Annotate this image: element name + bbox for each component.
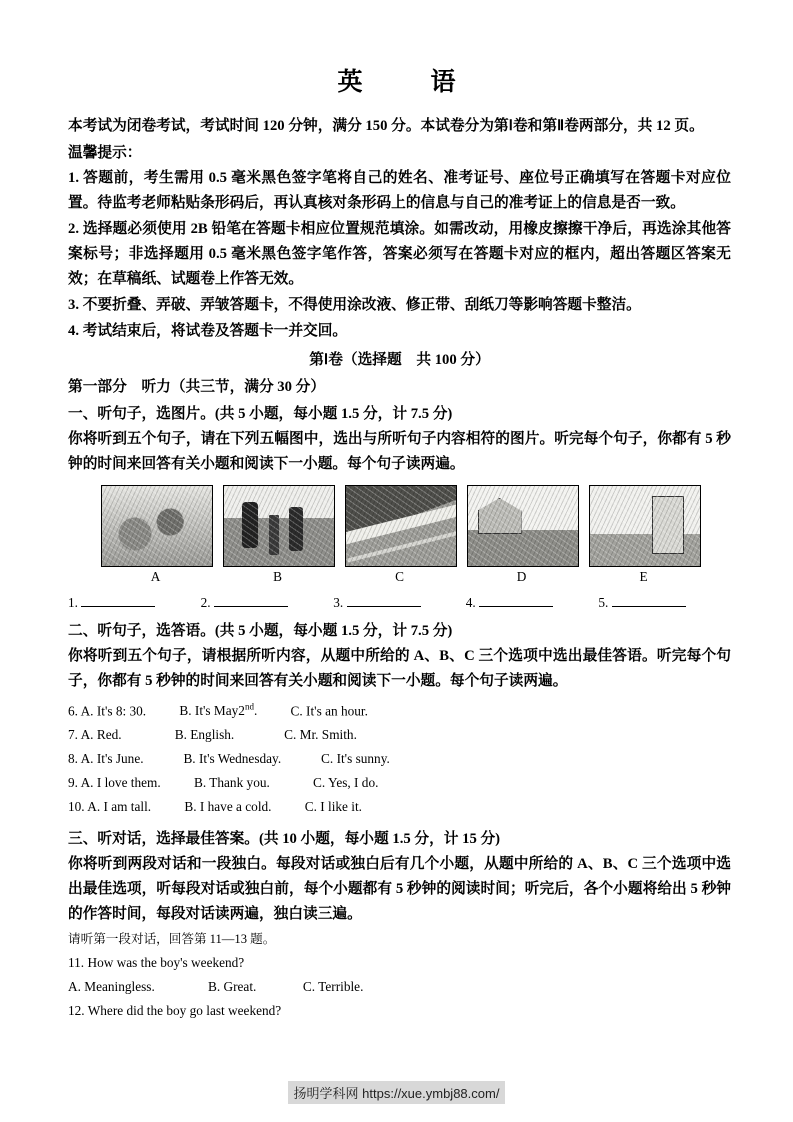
tip-item-2: 2. 选择题必须使用 2B 铅笔在答题卡相应位置规范填涂。如需改动，用橡皮擦擦干净后，再选涂其他答案标号；非选择题用 0.5 毫米黑色签字笔作答，答案必须写在答题卡对应的框内，超出答题区答案无效；在草稿纸、试题卷上作答无效。 <box>68 221 731 287</box>
q6-option-a[interactable]: A. It's 8: 30. <box>80 703 147 719</box>
tip-item-4: 4. 考试结束后，将试卷及答题卡一并交回。 <box>68 323 348 339</box>
picture-image-b <box>223 485 335 567</box>
answer-number-2: 2. <box>200 595 211 610</box>
section-3-sub-instruction: 请听第一段对话，回答第 11—13 题。 <box>68 932 276 947</box>
q7-number: 7. <box>68 727 78 743</box>
part-one-heading: 第一部分 听力（共三节，满分 30 分） <box>68 379 326 395</box>
q10-option-a[interactable]: A. I am tall. <box>87 799 152 815</box>
q6-option-b[interactable]: B. It's May2nd. <box>179 702 258 719</box>
question-11-stem <box>68 951 731 975</box>
answer-blanks-row <box>68 593 731 611</box>
section-1-heading: 一、听句子，选图片。(共 5 小题，每小题 1.5 分，计 7.5 分) <box>68 406 453 422</box>
q6-option-b-sup: nd <box>244 702 254 712</box>
blank-line[interactable] <box>612 593 686 607</box>
question-12-stem <box>68 999 731 1023</box>
question-8 <box>68 747 731 771</box>
picture-image-e <box>589 485 701 567</box>
q8-option-a[interactable]: A. It's June. <box>80 751 144 767</box>
q10-option-c[interactable]: C. I like it. <box>304 799 362 815</box>
q8-option-b[interactable]: B. It's Wednesday. <box>183 751 282 767</box>
question-10 <box>68 795 731 819</box>
answer-blank-5[interactable] <box>598 593 731 611</box>
q8-option-c[interactable]: C. It's sunny. <box>321 751 390 767</box>
picture-cell-e <box>589 485 699 587</box>
picture-image-a <box>101 485 213 567</box>
picture-image-d <box>467 485 579 567</box>
question-11-options <box>68 975 731 999</box>
answer-blank-1[interactable] <box>68 593 201 611</box>
blank-line[interactable] <box>479 593 553 607</box>
q12-number: 12. <box>68 1003 85 1019</box>
section-3-heading: 三、听对话，选择最佳答案。(共 10 小题，每小题 1.5 分，计 15 分) <box>68 831 501 848</box>
question-7 <box>68 723 731 747</box>
picture-cell-b <box>223 485 333 587</box>
section-1-instruction: 你将听到五个句子，请在下列五幅图中，选出与所听句子内容相符的图片。听完每个句子，你都有 5 秒钟的时间来回答有关小题和阅读下一小题。每个句子读两遍。 <box>68 431 731 472</box>
q11-text: How was the boy's weekend? <box>87 955 245 971</box>
page-title: 英 语 <box>337 69 462 96</box>
tip-item-3: 3. 不要折叠、弄破、弄皱答题卡，不得使用涂改液、修正带、刮纸刀等影响答题卡整洁。 <box>68 297 641 313</box>
q7-option-c[interactable]: C. Mr. Smith. <box>284 727 357 743</box>
blank-line[interactable] <box>214 593 288 607</box>
exam-intro: 本考试为闭卷考试，考试时间 120 分钟，满分 150 分。本试卷分为第Ⅰ卷和第Ⅱ卷两部分，共 12 页。 <box>68 118 704 134</box>
picture-cell-a <box>101 485 211 587</box>
q10-option-b[interactable]: B. I have a cold. <box>184 799 272 815</box>
paper-part-heading: 第Ⅰ卷（选择题 共 100 分） <box>309 352 490 368</box>
q12-text: Where did the boy go last weekend? <box>87 1003 282 1019</box>
picture-cell-d <box>467 485 577 587</box>
answer-blank-3[interactable] <box>333 593 466 611</box>
question-6 <box>68 695 731 723</box>
q10-number: 10. <box>68 799 85 815</box>
section-3-instruction: 你将听到两段对话和一段独白。每段对话或独白后有几个小题，从题中所给的 A、B、C 三个选项中选出最佳选项，听每段对话或独白前，每个小题都有 5 秒钟的阅读时间；听完后，各个小题将给出 5 秒钟的作答时间，每段对话读两遍，独白读三遍。 <box>68 856 731 923</box>
q7-option-b[interactable]: B. English. <box>174 727 235 743</box>
picture-label-b: B <box>273 569 282 584</box>
q8-number: 8. <box>68 751 78 767</box>
picture-row <box>68 485 731 587</box>
answer-blank-2[interactable] <box>201 593 334 611</box>
watermark-text: 扬明学科网 https://xue.ymbj88.com/ <box>288 1081 506 1104</box>
q11-option-b[interactable]: B. Great. <box>207 979 257 995</box>
q6-option-c[interactable]: C. It's an hour. <box>290 703 368 719</box>
answer-number-1: 1. <box>68 595 78 610</box>
answer-number-4: 4. <box>465 595 476 610</box>
q9-number: 9. <box>68 775 78 791</box>
blank-line[interactable] <box>347 593 421 607</box>
picture-label-c: C <box>395 569 404 584</box>
q7-option-a[interactable]: A. Red. <box>80 727 122 743</box>
question-9 <box>68 771 731 795</box>
section-2-heading: 二、听句子，选答语。(共 5 小题，每小题 1.5 分，计 7.5 分) <box>68 623 453 639</box>
picture-image-c <box>345 485 457 567</box>
tip-item-1: 1. 答题前，考生需用 0.5 毫米黑色签字笔将自己的姓名、准考证号、座位号正确填写在答题卡对应位置。待监考老师粘贴条形码后，再认真核对条形码上的信息与自己的准考证上的信息是否一致。 <box>68 170 731 211</box>
q9-option-c[interactable]: C. Yes, I do. <box>313 775 379 791</box>
blank-line[interactable] <box>81 593 155 607</box>
q9-option-a[interactable]: A. I love them. <box>80 775 161 791</box>
q6-number: 6. <box>68 703 78 719</box>
q11-option-a[interactable]: A. Meaningless. <box>68 979 155 995</box>
picture-label-e: E <box>639 569 648 584</box>
tips-heading: 温馨提示： <box>68 145 142 161</box>
q11-option-c[interactable]: C. Terrible. <box>302 979 364 995</box>
section-2-instruction: 你将听到五个句子，请根据所听内容，从题中所给的 A、B、C 三个选项中选出最佳答语。听完每个句子，你都有 5 秒钟的时间来回答有关小题和阅读下一小题。每个句子读两遍。 <box>68 648 731 689</box>
q9-option-b[interactable]: B. Thank you. <box>193 775 270 791</box>
picture-label-d: D <box>516 569 527 584</box>
answer-number-3: 3. <box>333 595 344 610</box>
picture-cell-c <box>345 485 455 587</box>
answer-number-5: 5. <box>598 595 609 610</box>
picture-label-a: A <box>150 569 161 584</box>
q11-number: 11. <box>68 955 85 971</box>
answer-blank-4[interactable] <box>466 593 599 611</box>
watermark <box>0 1081 793 1104</box>
